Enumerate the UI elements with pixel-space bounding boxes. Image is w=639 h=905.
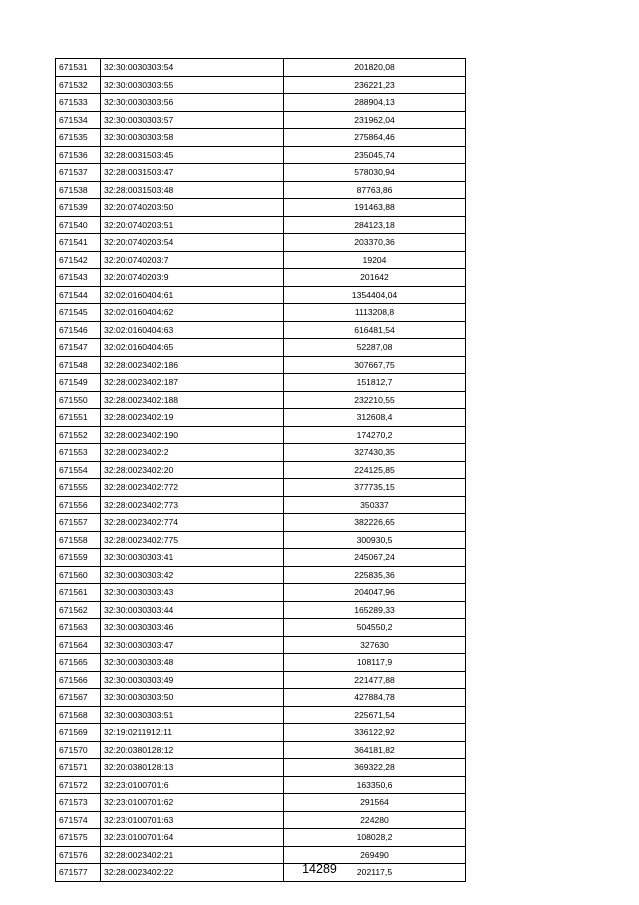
cadastral-number-cell: 32:28:0031503:45: [101, 146, 284, 164]
table-row: [56, 496, 466, 514]
value-cell: 327630: [284, 636, 466, 654]
value-cell: 224125,85: [284, 461, 466, 479]
value-cell: 108117,9: [284, 654, 466, 672]
cadastral-number-cell: 32:02:0160404:65: [101, 339, 284, 357]
table-row: [56, 811, 466, 829]
value-cell: 300930,5: [284, 531, 466, 549]
row-id-cell: 671553: [56, 444, 101, 462]
cadastral-number-cell: 32:30:0030303:56: [101, 94, 284, 112]
value-cell: 245067,24: [284, 549, 466, 567]
table-row: [56, 129, 466, 147]
cadastral-number-cell: 32:30:0030303:48: [101, 654, 284, 672]
row-id-cell: 671562: [56, 601, 101, 619]
table-row: [56, 216, 466, 234]
value-cell: 269490: [284, 846, 466, 864]
value-cell: 350337: [284, 496, 466, 514]
cadastral-number-cell: 32:02:0160404:62: [101, 304, 284, 322]
table-row: [56, 619, 466, 637]
value-cell: 327430,35: [284, 444, 466, 462]
cadastral-number-cell: 32:30:0030303:47: [101, 636, 284, 654]
table-row: [56, 59, 466, 77]
row-id-cell: 671576: [56, 846, 101, 864]
table-row: [56, 706, 466, 724]
value-cell: 201642: [284, 269, 466, 287]
value-cell: 225671,54: [284, 706, 466, 724]
cadastral-number-cell: 32:28:0023402:774: [101, 514, 284, 532]
row-id-cell: 671532: [56, 76, 101, 94]
cadastral-number-cell: 32:28:0023402:21: [101, 846, 284, 864]
row-id-cell: 671559: [56, 549, 101, 567]
value-cell: 236221,23: [284, 76, 466, 94]
row-id-cell: 671544: [56, 286, 101, 304]
value-cell: 288904,13: [284, 94, 466, 112]
table-row: [56, 601, 466, 619]
cadastral-number-cell: 32:30:0030303:44: [101, 601, 284, 619]
row-id-cell: 671551: [56, 409, 101, 427]
value-cell: 204047,96: [284, 584, 466, 602]
table-row: [56, 339, 466, 357]
cadastral-number-cell: 32:23:0100701:64: [101, 829, 284, 847]
value-cell: 151812,7: [284, 374, 466, 392]
row-id-cell: 671566: [56, 671, 101, 689]
row-id-cell: 671539: [56, 199, 101, 217]
row-id-cell: 671534: [56, 111, 101, 129]
cadastral-number-cell: 32:28:0023402:186: [101, 356, 284, 374]
cadastral-number-cell: 32:23:0100701:62: [101, 794, 284, 812]
table-row: [56, 444, 466, 462]
row-id-cell: 671569: [56, 724, 101, 742]
row-id-cell: 671571: [56, 759, 101, 777]
cadastral-number-cell: 32:20:0380128:13: [101, 759, 284, 777]
value-cell: 201820,08: [284, 59, 466, 77]
value-cell: 202117,5: [284, 864, 466, 882]
value-cell: 616481,54: [284, 321, 466, 339]
row-id-cell: 671555: [56, 479, 101, 497]
cadastral-number-cell: 32:28:0023402:188: [101, 391, 284, 409]
table-row: [56, 146, 466, 164]
table-row: [56, 461, 466, 479]
row-id-cell: 671564: [56, 636, 101, 654]
row-id-cell: 671568: [56, 706, 101, 724]
cadastral-number-cell: 32:02:0160404:61: [101, 286, 284, 304]
cadastral-number-cell: 32:30:0030303:51: [101, 706, 284, 724]
table-body: [56, 59, 466, 882]
table-row: [56, 409, 466, 427]
table-row: [56, 549, 466, 567]
row-id-cell: 671557: [56, 514, 101, 532]
table-row: [56, 829, 466, 847]
row-id-cell: 671548: [56, 356, 101, 374]
cadastral-number-cell: 32:30:0030303:57: [101, 111, 284, 129]
table-row: [56, 776, 466, 794]
row-id-cell: 671538: [56, 181, 101, 199]
table-row: [56, 76, 466, 94]
value-cell: 377735,15: [284, 479, 466, 497]
cadastral-number-cell: 32:23:0100701:63: [101, 811, 284, 829]
row-id-cell: 671545: [56, 304, 101, 322]
table-row: [56, 584, 466, 602]
table-row: [56, 636, 466, 654]
row-id-cell: 671558: [56, 531, 101, 549]
table-row: [56, 199, 466, 217]
value-cell: 224280: [284, 811, 466, 829]
table-row: [56, 94, 466, 112]
cadastral-number-cell: 32:28:0023402:2: [101, 444, 284, 462]
data-table: [55, 58, 466, 882]
value-cell: 203370,36: [284, 234, 466, 252]
row-id-cell: 671536: [56, 146, 101, 164]
row-id-cell: 671561: [56, 584, 101, 602]
cadastral-number-cell: 32:30:0030303:42: [101, 566, 284, 584]
row-id-cell: 671575: [56, 829, 101, 847]
row-id-cell: 671563: [56, 619, 101, 637]
table-row: [56, 304, 466, 322]
table-row: [56, 741, 466, 759]
value-cell: 19204: [284, 251, 466, 269]
value-cell: 284123,18: [284, 216, 466, 234]
table-row: [56, 286, 466, 304]
value-cell: 1354404,04: [284, 286, 466, 304]
cadastral-number-cell: 32:30:0030303:50: [101, 689, 284, 707]
cadastral-number-cell: 32:20:0740203:9: [101, 269, 284, 287]
table-row: [56, 234, 466, 252]
row-id-cell: 671542: [56, 251, 101, 269]
value-cell: 369322,28: [284, 759, 466, 777]
cadastral-number-cell: 32:30:0030303:58: [101, 129, 284, 147]
cadastral-number-cell: 32:19:0211912:11: [101, 724, 284, 742]
table-row: [56, 181, 466, 199]
row-id-cell: 671540: [56, 216, 101, 234]
table-row: [56, 391, 466, 409]
table-row: [56, 426, 466, 444]
cadastral-number-cell: 32:28:0023402:772: [101, 479, 284, 497]
table-row: [56, 374, 466, 392]
table-row: [56, 514, 466, 532]
value-cell: 275864,46: [284, 129, 466, 147]
cadastral-number-cell: 32:20:0740203:7: [101, 251, 284, 269]
table-row: [56, 671, 466, 689]
table-row: [56, 111, 466, 129]
row-id-cell: 671560: [56, 566, 101, 584]
value-cell: 232210,55: [284, 391, 466, 409]
value-cell: 364181,82: [284, 741, 466, 759]
value-cell: 1113208,8: [284, 304, 466, 322]
row-id-cell: 671535: [56, 129, 101, 147]
table-row: [56, 724, 466, 742]
row-id-cell: 671554: [56, 461, 101, 479]
value-cell: 312608,4: [284, 409, 466, 427]
cadastral-number-cell: 32:28:0023402:22: [101, 864, 284, 882]
cadastral-number-cell: 32:28:0023402:773: [101, 496, 284, 514]
value-cell: 504550,2: [284, 619, 466, 637]
table-row: [56, 164, 466, 182]
row-id-cell: 671547: [56, 339, 101, 357]
row-id-cell: 671567: [56, 689, 101, 707]
cadastral-number-cell: 32:30:0030303:41: [101, 549, 284, 567]
cadastral-number-cell: 32:28:0031503:47: [101, 164, 284, 182]
value-cell: 52287,08: [284, 339, 466, 357]
value-cell: 163350,6: [284, 776, 466, 794]
cadastral-number-cell: 32:20:0380128:12: [101, 741, 284, 759]
value-cell: 578030,94: [284, 164, 466, 182]
value-cell: 108028,2: [284, 829, 466, 847]
row-id-cell: 671549: [56, 374, 101, 392]
cadastral-number-cell: 32:20:0740203:50: [101, 199, 284, 217]
row-id-cell: 671565: [56, 654, 101, 672]
row-id-cell: 671572: [56, 776, 101, 794]
row-id-cell: 671574: [56, 811, 101, 829]
cadastral-number-cell: 32:28:0023402:190: [101, 426, 284, 444]
table-row: [56, 566, 466, 584]
row-id-cell: 671546: [56, 321, 101, 339]
table-row: [56, 321, 466, 339]
value-cell: 165289,33: [284, 601, 466, 619]
cadastral-number-cell: 32:28:0023402:19: [101, 409, 284, 427]
value-cell: 336122,92: [284, 724, 466, 742]
cadastral-number-cell: 32:23:0100701:6: [101, 776, 284, 794]
value-cell: 235045,74: [284, 146, 466, 164]
row-id-cell: 671531: [56, 59, 101, 77]
table-row: [56, 251, 466, 269]
cadastral-number-cell: 32:20:0740203:54: [101, 234, 284, 252]
value-cell: 87763,86: [284, 181, 466, 199]
cadastral-number-cell: 32:30:0030303:46: [101, 619, 284, 637]
row-id-cell: 671550: [56, 391, 101, 409]
row-id-cell: 671543: [56, 269, 101, 287]
value-cell: 307667,75: [284, 356, 466, 374]
table-row: [56, 654, 466, 672]
cadastral-number-cell: 32:28:0023402:187: [101, 374, 284, 392]
cadastral-number-cell: 32:30:0030303:55: [101, 76, 284, 94]
value-cell: 174270,2: [284, 426, 466, 444]
cadastral-number-cell: 32:28:0023402:775: [101, 531, 284, 549]
row-id-cell: 671552: [56, 426, 101, 444]
table-row: [56, 846, 466, 864]
cadastral-number-cell: 32:20:0740203:51: [101, 216, 284, 234]
page-number: 14289: [302, 862, 337, 876]
table-row: [56, 531, 466, 549]
row-id-cell: 671537: [56, 164, 101, 182]
cadastral-number-cell: 32:02:0160404:63: [101, 321, 284, 339]
value-cell: 231962,04: [284, 111, 466, 129]
table-row: [56, 356, 466, 374]
table-row: [56, 794, 466, 812]
row-id-cell: 671541: [56, 234, 101, 252]
cadastral-number-cell: 32:28:0031503:48: [101, 181, 284, 199]
table-row: [56, 479, 466, 497]
cadastral-number-cell: 32:30:0030303:49: [101, 671, 284, 689]
row-id-cell: 671577: [56, 864, 101, 882]
table-row: [56, 689, 466, 707]
value-cell: 221477,88: [284, 671, 466, 689]
cadastral-number-cell: 32:28:0023402:20: [101, 461, 284, 479]
value-cell: 291564: [284, 794, 466, 812]
value-cell: 191463,88: [284, 199, 466, 217]
value-cell: 225835,36: [284, 566, 466, 584]
table-row: [56, 269, 466, 287]
value-cell: 427884,78: [284, 689, 466, 707]
row-id-cell: 671533: [56, 94, 101, 112]
value-cell: 382226,65: [284, 514, 466, 532]
row-id-cell: 671573: [56, 794, 101, 812]
row-id-cell: 671556: [56, 496, 101, 514]
cadastral-number-cell: 32:30:0030303:54: [101, 59, 284, 77]
table-row: [56, 759, 466, 777]
row-id-cell: 671570: [56, 741, 101, 759]
cadastral-number-cell: 32:30:0030303:43: [101, 584, 284, 602]
